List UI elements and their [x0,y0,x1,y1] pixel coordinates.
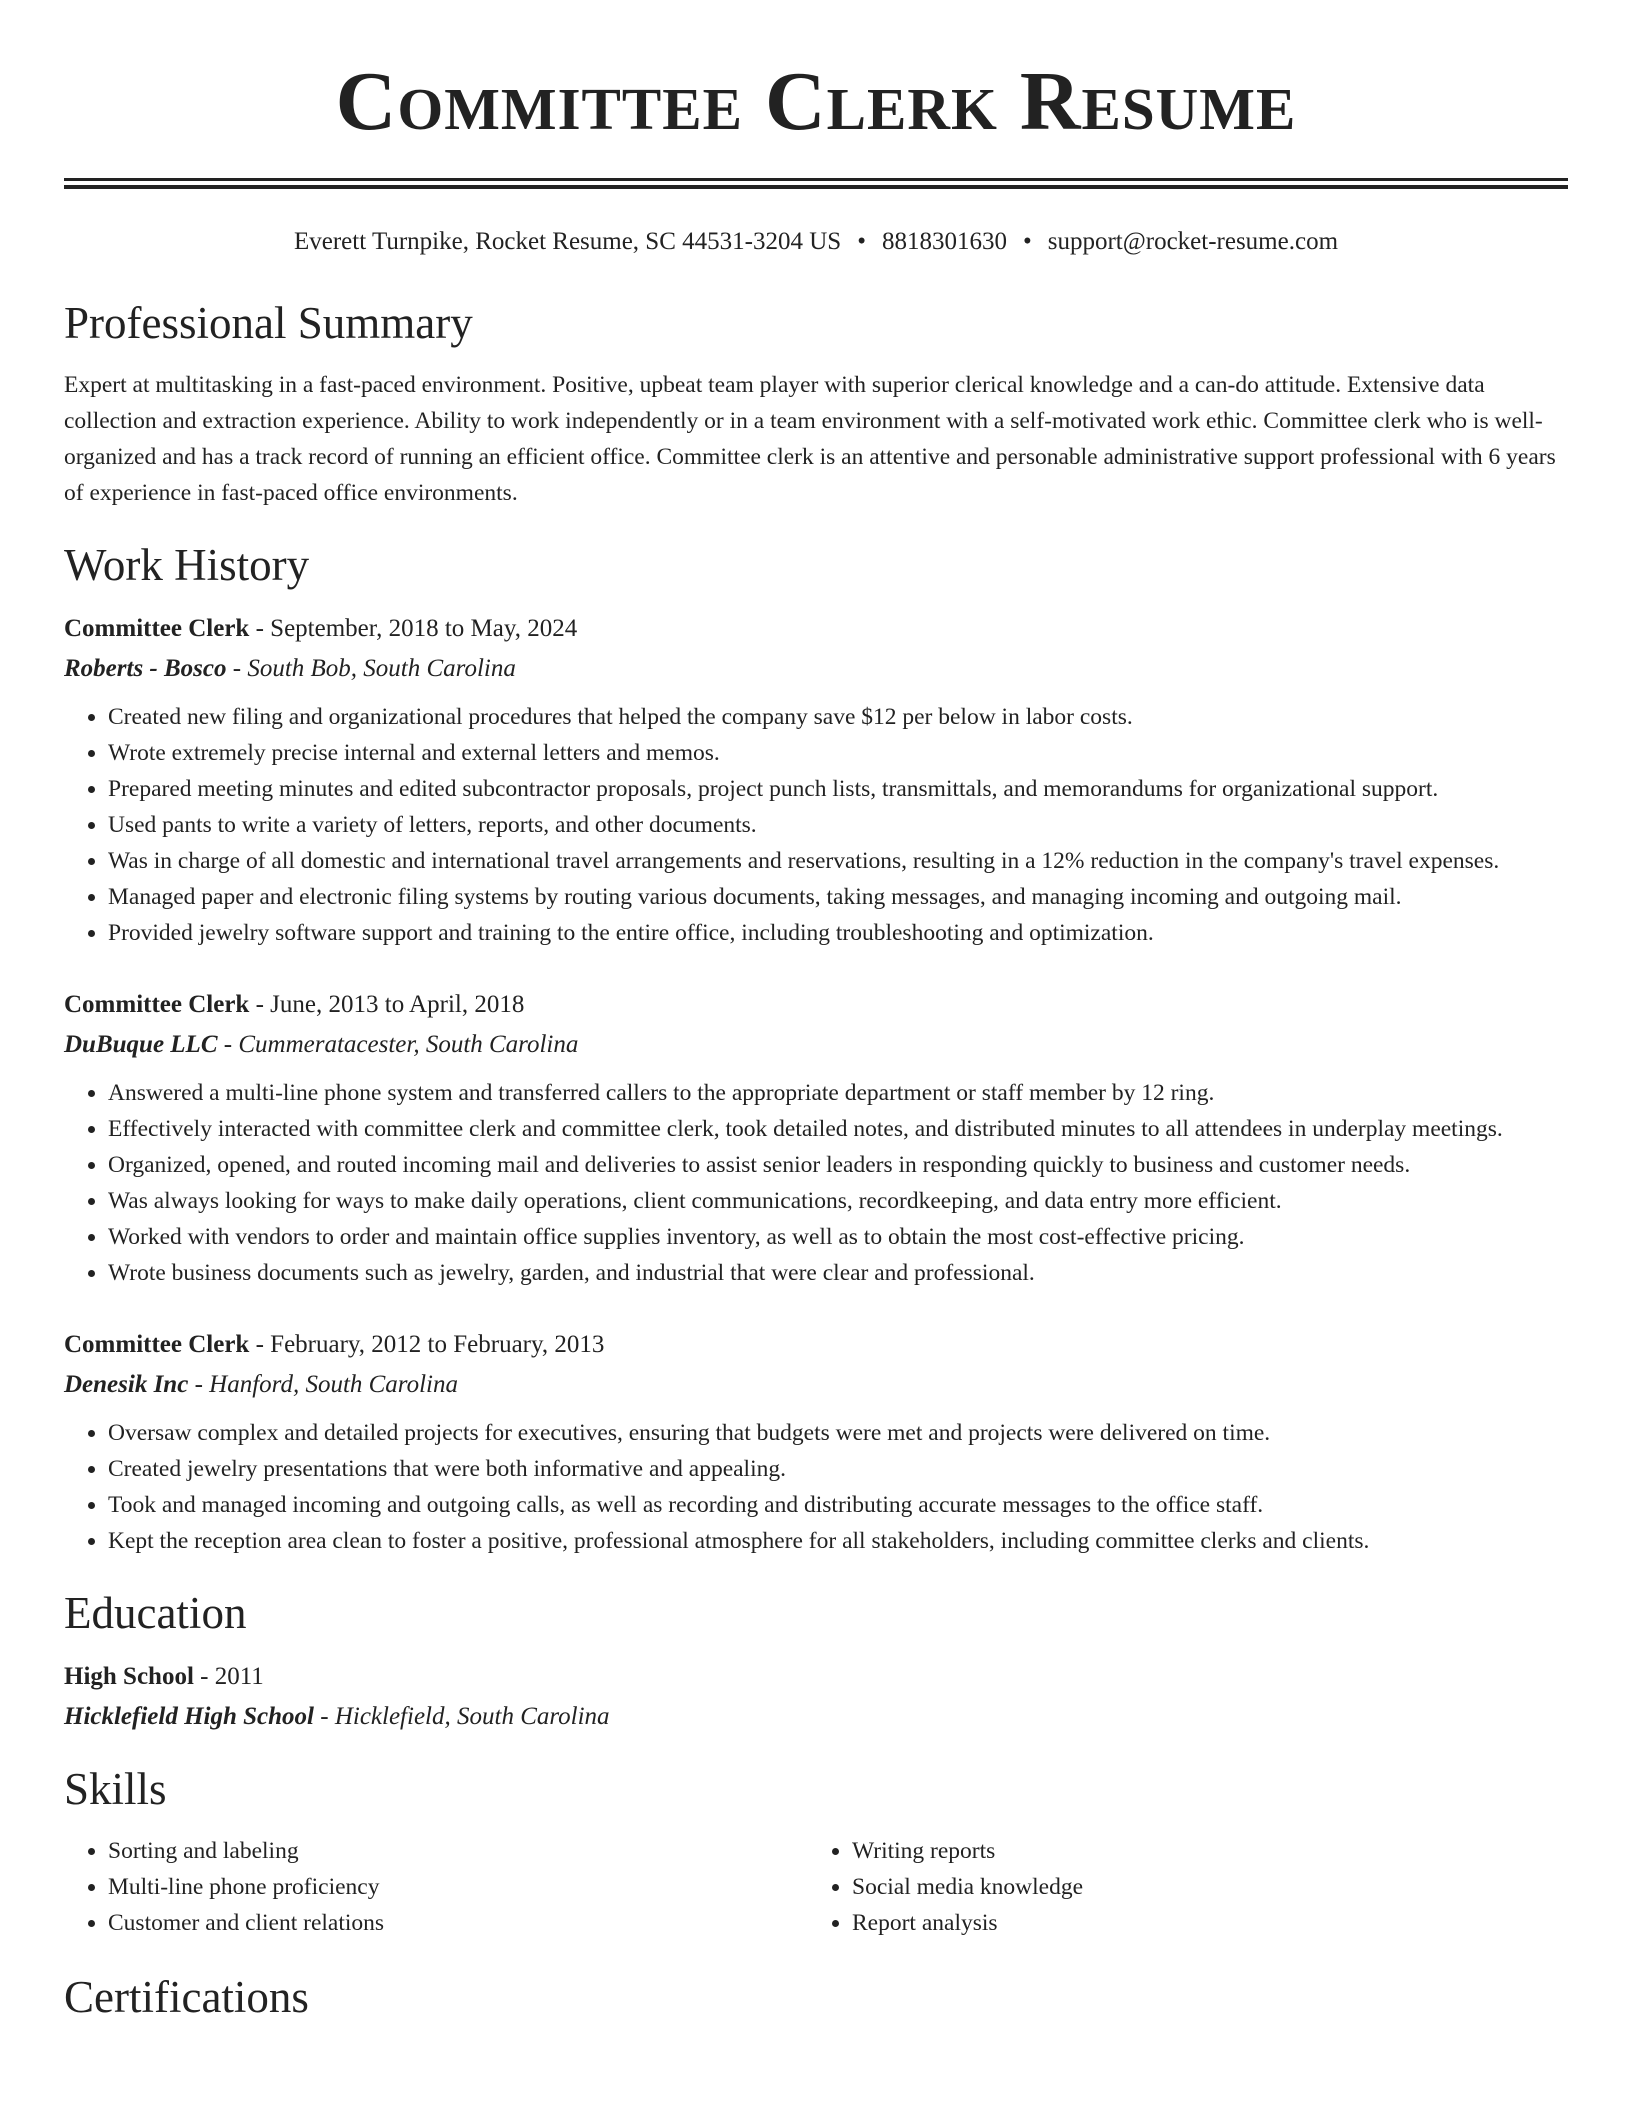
skill-item: • Sorting and labeling [108,1833,808,1869]
list-item: • Wrote extremely precise internal and external letters and memos. [108,735,1568,771]
skills-heading: Skills [64,1764,167,1814]
list-item: • Wrote business documents such as jewelry, garden, and industrial that were clear and professional. [108,1255,1568,1291]
skills-columns [64,1833,1568,1941]
job-header [64,613,1568,645]
list-item: • Was in charge of all domestic and international travel arrangements and reservations, resulting in a 12% reduction in the company's travel expenses. [108,843,1568,879]
contact-line [64,227,1568,257]
education-year: - 2011 [193,1663,264,1690]
list-item: • Oversaw complex and detailed projects for executives, ensuring that budgets were met and projects were delivered on time. [108,1415,1568,1451]
job-dates: - June, 2013 to April, 2018 [249,991,525,1018]
list-item: • Prepared meeting minutes and edited subcontractor proposals, project punch lists, transmittals, and memorandums for organizational support. [108,771,1568,807]
contact-separator: • [857,228,866,255]
job-employer [64,653,1568,685]
skill-item: • Report analysis [852,1905,1552,1941]
list-item: • Provided jewelry software support and training to the entire office, including troubleshooting and optimization. [108,915,1568,951]
list-item: • Managed paper and electronic filing systems by routing various documents, taking messages, and managing incoming and outgoing mail. [108,879,1568,915]
contact-phone: 8818301630 [881,228,1007,255]
skills-section [64,1763,1568,1941]
education-section [64,1587,1568,1733]
job-header [64,1329,1568,1361]
list-item: • Took and managed incoming and outgoing calls, as well as recording and distributing accurate messages to the office staff. [108,1487,1568,1523]
list-item: • Worked with vendors to order and maintain office supplies inventory, as well as to obtain the most cost-effective pricing. [108,1219,1568,1255]
list-item: • Used pants to write a variety of letters, reports, and other documents. [108,807,1568,843]
job-entry [64,1329,1568,1559]
job-company: Roberts - Bosco [64,655,227,682]
skill-item: • Customer and client relations [108,1905,808,1941]
job-entry [64,613,1568,951]
contact-address: Everett Turnpike, Rocket Resume, SC 44531-3204 US [293,228,842,255]
job-title: Committee Clerk [64,1331,250,1358]
list-item: • Created new filing and organizational procedures that helped the company save $12 per below in labor costs. [108,699,1568,735]
summary-heading: Professional Summary [64,298,473,348]
education-location: - Hicklefield, South Carolina [314,1703,610,1730]
job-location: - South Bob, South Carolina [226,655,516,682]
job-duties-list [64,699,1568,951]
list-item: • Organized, opened, and routed incoming mail and deliveries to assist senior leaders in responding quickly to business and customer needs. [108,1147,1568,1183]
education-school-line [64,1701,1568,1733]
job-dates: - September, 2018 to May, 2024 [249,615,578,642]
contact-email[interactable]: support@rocket-resume.com [1047,228,1339,255]
job-location: - Cummeratacester, South Carolina [217,1031,579,1058]
list-item: • Created jewelry presentations that were both informative and appealing. [108,1451,1568,1487]
certifications-section [64,1971,1568,2023]
certifications-heading: Certifications [64,1972,309,2022]
summary-section [64,297,1568,511]
job-dates: - February, 2012 to February, 2013 [249,1331,605,1358]
work-history-heading: Work History [64,540,310,590]
education-school: Hicklefield High School [64,1703,314,1730]
job-duties-list [64,1415,1568,1559]
education-degree: High School [64,1663,194,1690]
job-employer [64,1369,1568,1401]
list-item: • Kept the reception area clean to foster a positive, professional atmosphere for all stakeholders, including committee clerks and clients. [108,1523,1568,1559]
skills-list-left [64,1833,808,1941]
job-company: Denesik Inc [64,1371,189,1398]
job-entry [64,989,1568,1291]
list-item: • Answered a multi-line phone system and transferred callers to the appropriate department or staff member by 12 ring. [108,1075,1568,1111]
list-item: • Effectively interacted with committee clerk and committee clerk, took detailed notes, and distributed minutes to all attendees in underplay meetings. [108,1111,1568,1147]
list-item: • Was always looking for ways to make daily operations, client communications, recordkeeping, and data entry more efficient. [108,1183,1568,1219]
job-employer [64,1029,1568,1061]
education-header [64,1661,1568,1693]
title-divider [64,178,1568,189]
job-title: Committee Clerk [64,615,250,642]
job-title: Committee Clerk [64,991,250,1018]
job-location: - Hanford, South Carolina [188,1371,459,1398]
skill-item: • Social media knowledge [852,1869,1552,1905]
work-history-section [64,539,1568,1559]
skills-list-right [808,1833,1552,1941]
resume-title: Committee Clerk Resume [335,55,1297,148]
job-company: DuBuque LLC [64,1031,218,1058]
summary-text: Expert at multitasking in a fast-paced environment. Positive, upbeat team player with superior clerical knowledge and a can-do attitude. Extensive data collection and extraction experience. Ability to work independently or in a team environment with a self-motivated work ethic. Committee clerk who is well-organized and has a track record of running an efficient office. Committee clerk is an attentive and personable administrative support professional with 6 years of experience in fast-paced office environments. [64,372,1556,506]
education-heading: Education [64,1588,247,1638]
contact-separator: • [1022,228,1032,255]
job-duties-list [64,1075,1568,1291]
skill-item: • Multi-line phone proficiency [108,1869,808,1905]
job-header [64,989,1568,1021]
skill-item: • Writing reports [852,1833,1552,1869]
